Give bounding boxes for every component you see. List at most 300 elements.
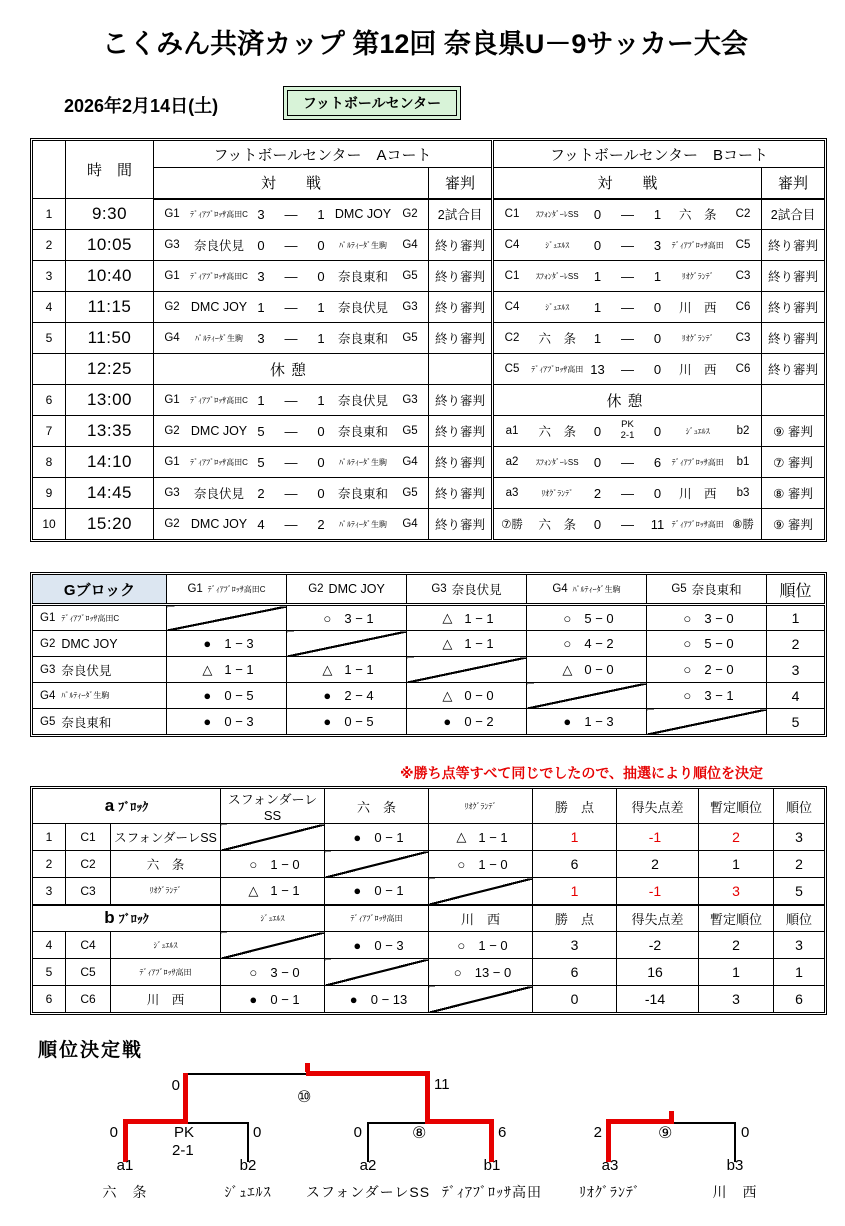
home-score: 0 — [593, 454, 602, 470]
score-separator: — — [284, 392, 298, 408]
home-score: 2 — [257, 485, 265, 501]
team-code: C6 — [66, 986, 111, 1013]
row-number: 5 — [33, 323, 66, 354]
team-name: 川 西 — [111, 986, 221, 1013]
g-result-cell: ● 0 − 5 — [287, 709, 407, 735]
away-code: G5 — [402, 425, 418, 437]
home-score: 2 — [593, 485, 602, 501]
result-cell — [221, 824, 325, 851]
row-number: 7 — [33, 416, 66, 447]
home-code: a1 — [505, 425, 519, 437]
slot-team: ﾃﾞｨｱﾌﾞﾛｯｻ高田 — [442, 1184, 542, 1200]
team-name: ｼﾞｭｴﾙｽ — [111, 932, 221, 959]
match-cell-b — [493, 261, 762, 292]
team-code: C3 — [66, 878, 111, 905]
score-separator: — — [284, 237, 298, 253]
g-block-row — [33, 631, 825, 657]
home-code: a2 — [505, 456, 519, 468]
venue-label: フットボールセンター — [302, 95, 442, 111]
goal-diff: 16 — [617, 959, 699, 986]
semi-mid-home-score: 0 — [353, 1124, 362, 1141]
row-number — [33, 354, 66, 385]
away-code: b2 — [736, 425, 750, 437]
g-result-cell: ● 0 − 3 — [167, 709, 287, 735]
g-result-cell: △ 1 − 1 — [407, 631, 527, 657]
match-cell-a — [154, 509, 429, 540]
points: 1 — [533, 824, 617, 851]
away-code: b1 — [736, 456, 750, 468]
row-number: 1 — [33, 824, 66, 851]
match-cell-a — [154, 416, 429, 447]
result-cell — [325, 851, 429, 878]
referee-cell-b: ⑧ 審判 — [762, 478, 825, 509]
rank-header: 順位 — [774, 789, 825, 824]
playoff-title: 順位決定戦 — [38, 1040, 144, 1061]
away-team: ﾊﾟﾙﾃｨｰﾀﾞ生駒 — [339, 457, 387, 467]
rank-header: 順位 — [774, 905, 825, 932]
home-score: 4 — [257, 516, 265, 532]
referee-cell-a — [429, 354, 493, 385]
referee-cell-a: 終り審判 — [429, 261, 493, 292]
referee-cell-b: ⑨ 審判 — [762, 416, 825, 447]
away-score: 0 — [653, 299, 662, 315]
a-block-header — [33, 789, 825, 824]
away-score: 1 — [653, 206, 662, 222]
result-cell — [325, 959, 429, 986]
match-cell-a — [154, 385, 429, 416]
match-cell-a — [154, 292, 429, 323]
g-result-cell: △ 1 − 1 — [287, 657, 407, 683]
g-result-cell: △ 1 − 1 — [167, 657, 287, 683]
score-separator: — — [621, 454, 634, 470]
referee-cell-b: ⑦ 審判 — [762, 447, 825, 478]
result-cell: ○ 3 − 0 — [221, 959, 325, 986]
away-code: G4 — [402, 239, 418, 251]
final-left-score: 0 — [171, 1077, 180, 1094]
g-result-cell: △ 0 − 0 — [527, 657, 647, 683]
away-score: 0 — [653, 361, 662, 377]
home-score: 13 — [590, 361, 605, 377]
referee-cell-b — [762, 385, 825, 416]
g-result-cell: ● 0 − 2 — [407, 709, 527, 735]
match-cell-a — [154, 261, 429, 292]
g-row-team: G3 奈良伏見 — [33, 657, 167, 683]
kickoff-time: 10:40 — [66, 261, 154, 292]
goal-diff-header: 得失点差 — [617, 905, 699, 932]
row-number: 3 — [33, 878, 66, 905]
score-separator: — — [621, 268, 634, 284]
home-code: G2 — [164, 425, 180, 437]
away-code: G3 — [402, 301, 418, 313]
provisional-rank: 2 — [699, 932, 774, 959]
result-cell — [429, 878, 533, 905]
time-header: 時 間 — [66, 141, 154, 199]
home-score: 1 — [257, 299, 265, 315]
kickoff-time: 11:15 — [66, 292, 154, 323]
home-score: 0 — [593, 206, 602, 222]
row-number: 6 — [33, 986, 66, 1013]
goal-diff: -1 — [617, 824, 699, 851]
goal-diff: -14 — [617, 986, 699, 1013]
final-rank: 3 — [774, 824, 825, 851]
home-score: 1 — [593, 268, 602, 284]
away-score: 2 — [317, 516, 325, 532]
away-score: 0 — [317, 454, 325, 470]
team-code: C5 — [66, 959, 111, 986]
g-col-header: G4 ﾊﾟﾙﾃｨｰﾀﾞ生駒 — [527, 575, 647, 605]
schedule-row — [33, 416, 825, 447]
goal-diff: 2 — [617, 851, 699, 878]
court-a-header: フットボールセンター Aコート — [154, 141, 493, 168]
b-block-label: b ﾌﾞﾛｯｸ — [33, 905, 221, 932]
home-team: ｼﾞｭｴﾙｽ — [545, 302, 570, 312]
match-cell-b — [493, 416, 762, 447]
slot-team: 六 条 — [102, 1184, 148, 1200]
away-code: G5 — [402, 487, 418, 499]
away-team: ﾃﾞｨｱﾌﾞﾛｯｻ高田 — [671, 457, 724, 467]
referee-cell-b: 終り審判 — [762, 323, 825, 354]
referee-cell-b: 2試合目 — [762, 199, 825, 230]
g-rank-header: 順位 — [767, 575, 825, 605]
away-code: C6 — [735, 363, 751, 375]
home-team: 六 条 — [538, 332, 576, 346]
row-number: 4 — [33, 932, 66, 959]
schedule-row — [33, 230, 825, 261]
semi-left-home-score: 0 — [109, 1124, 118, 1141]
g-rank: 2 — [767, 631, 825, 657]
home-score: 0 — [593, 237, 602, 253]
team-name: ﾘｵｸﾞﾗﾝﾃﾞ — [111, 878, 221, 905]
referee-cell-a: 終り審判 — [429, 323, 493, 354]
bracket-winner-line — [606, 1119, 611, 1162]
g-result-cell: ● 1 − 3 — [167, 631, 287, 657]
b-col-header: 川 西 — [429, 905, 533, 932]
kickoff-time: 12:25 — [66, 354, 154, 385]
home-team: ﾘｵｸﾞﾗﾝﾃﾞ — [541, 488, 574, 498]
score-separator: — — [284, 454, 298, 470]
row-number: 6 — [33, 385, 66, 416]
home-score: 3 — [257, 206, 265, 222]
away-score: 1 — [317, 299, 325, 315]
provisional-rank: 1 — [699, 959, 774, 986]
kickoff-time: 13:00 — [66, 385, 154, 416]
right-match-number: ⑨ — [658, 1125, 673, 1142]
score-separator: — — [621, 361, 634, 377]
final-right-score: 11 — [434, 1076, 450, 1093]
away-code: C3 — [735, 270, 751, 282]
home-team: DMC JOY — [190, 517, 248, 531]
home-team: ﾃﾞｨｱﾌﾞﾛｯｻ高田C — [190, 209, 248, 219]
score-separator: — — [621, 516, 634, 532]
g-block-label: Gブロック — [33, 575, 167, 605]
away-code: G2 — [402, 208, 418, 221]
away-team: 奈良東和 — [337, 332, 388, 346]
kickoff-time: 13:35 — [66, 416, 154, 447]
referee-cell-a: 終り審判 — [429, 230, 493, 261]
home-score: 0 — [593, 516, 602, 532]
g-row-team: G5 奈良東和 — [33, 709, 167, 735]
g-rank: 5 — [767, 709, 825, 735]
home-team: ﾃﾞｨｱﾌﾞﾛｯｻ高田 — [531, 364, 584, 374]
break-label: 休憩 — [606, 392, 649, 410]
bracket-winner-line — [183, 1073, 188, 1124]
score-separator: — — [621, 206, 634, 222]
home-team: 奈良伏見 — [193, 487, 244, 501]
points-header: 勝 点 — [533, 905, 617, 932]
slot-code: b1 — [483, 1157, 501, 1174]
home-code: C2 — [504, 332, 520, 344]
g-col-header: G5 奈良東和 — [647, 575, 767, 605]
g-result-cell: ● 0 − 5 — [167, 683, 287, 709]
b-col-header: ﾃﾞｨｱﾌﾞﾛｯｻ高田 — [325, 905, 429, 932]
slot-team: 川 西 — [712, 1184, 758, 1200]
b-col-header: ｼﾞｭｴﾙｽ — [221, 905, 325, 932]
provisional-rank: 1 — [699, 851, 774, 878]
home-team: DMC JOY — [190, 300, 248, 314]
row-number: 9 — [33, 478, 66, 509]
row-number: 4 — [33, 292, 66, 323]
ab-block-table — [32, 788, 825, 1013]
score-separator: — — [284, 206, 298, 222]
row-number: 8 — [33, 447, 66, 478]
home-code: G1 — [164, 394, 180, 406]
g-rank: 3 — [767, 657, 825, 683]
score-separator: — — [284, 330, 298, 346]
final-rank: 1 — [774, 959, 825, 986]
a-block-row — [33, 878, 825, 905]
corner-cell — [33, 141, 66, 199]
a-col-header: スフォンダーレSS — [221, 789, 325, 824]
team-name: 六 条 — [111, 851, 221, 878]
away-score: 0 — [317, 268, 325, 284]
slot-team: スフォンダーレSS — [305, 1184, 431, 1200]
g-block-row — [33, 605, 825, 631]
away-code: G4 — [402, 518, 418, 530]
bracket-winner-line — [425, 1119, 494, 1124]
points: 3 — [533, 932, 617, 959]
away-score: 0 — [317, 485, 325, 501]
match-cell-b — [493, 354, 762, 385]
g-block-row — [33, 709, 825, 735]
result-cell — [221, 932, 325, 959]
score-separator: — — [284, 423, 298, 439]
g-result-cell: ○ 3 − 1 — [287, 605, 407, 631]
result-cell: ● 0 − 1 — [221, 986, 325, 1013]
match-cell-a — [154, 199, 429, 230]
slot-code: a1 — [116, 1157, 134, 1174]
g-col-header: G1 ﾃﾞｨｱﾌﾞﾛｯｻ高田C — [167, 575, 287, 605]
match-cell-b — [493, 230, 762, 261]
team-code: C4 — [66, 932, 111, 959]
g-result-cell: ○ 3 − 1 — [647, 683, 767, 709]
away-code: G5 — [402, 332, 418, 344]
score-separator: PK 2-1 — [620, 419, 635, 441]
referee-cell-a: 終り審判 — [429, 447, 493, 478]
home-code: C1 — [504, 208, 520, 221]
provisional-rank-header: 暫定順位 — [699, 789, 774, 824]
g-result-cell: ○ 3 − 0 — [647, 605, 767, 631]
match-cell-a — [154, 447, 429, 478]
court-b-header: フットボールセンター Bコート — [493, 141, 825, 168]
g-result-cell: ○ 4 − 2 — [527, 631, 647, 657]
match-cell-a — [154, 478, 429, 509]
final-rank: 3 — [774, 932, 825, 959]
slot-team: ｼﾞｭｴﾙｽ — [224, 1184, 272, 1200]
score-separator: — — [621, 330, 634, 346]
event-date: 2026年2月14日(土) — [64, 96, 219, 116]
slot-code: b3 — [726, 1157, 744, 1174]
home-team: 六 条 — [538, 518, 576, 532]
g-result-cell: △ 1 − 1 — [407, 605, 527, 631]
away-team: ﾘｵｸﾞﾗﾝﾃﾞ — [681, 271, 714, 281]
result-cell: ● 0 − 1 — [325, 824, 429, 851]
g-result-cell — [407, 657, 527, 683]
referee-cell-a: 終り審判 — [429, 385, 493, 416]
bracket-winner-line — [305, 1063, 310, 1072]
kickoff-time: 14:10 — [66, 447, 154, 478]
referee-cell-b: 終り審判 — [762, 292, 825, 323]
a-block-row — [33, 851, 825, 878]
away-team: ｼﾞｭｴﾙｽ — [685, 426, 710, 436]
bracket-winner-line — [123, 1119, 128, 1162]
result-cell: ● 0 − 1 — [325, 878, 429, 905]
away-score: 0 — [653, 423, 662, 439]
home-team: ｽﾌｫﾝﾀﾞｰﾚSS — [535, 209, 579, 219]
home-score: 0 — [593, 423, 602, 439]
referee-cell-b: 終り審判 — [762, 354, 825, 385]
home-code: G3 — [164, 239, 180, 251]
b-block-row — [33, 959, 825, 986]
schedule-row — [33, 261, 825, 292]
away-code: C3 — [735, 332, 751, 344]
result-cell — [429, 986, 533, 1013]
referee-cell-a: 終り審判 — [429, 292, 493, 323]
a-col-header: 六 条 — [325, 789, 429, 824]
bracket-winner-line — [425, 1071, 430, 1124]
semi-left-pk-score: 2-1 — [172, 1142, 194, 1159]
away-score: 0 — [653, 485, 662, 501]
away-score: 0 — [317, 237, 325, 253]
referee-cell-b: ⑨ 審判 — [762, 509, 825, 540]
home-team: ｽﾌｫﾝﾀﾞｰﾚSS — [535, 271, 579, 281]
g-result-cell: △ 0 − 0 — [407, 683, 527, 709]
away-score: 6 — [653, 454, 662, 470]
result-cell: ○ 1 − 0 — [429, 932, 533, 959]
goal-diff: -1 — [617, 878, 699, 905]
away-team: 川 西 — [678, 363, 717, 377]
g-col-header: G3 奈良伏見 — [407, 575, 527, 605]
slot-code: a2 — [359, 1157, 377, 1174]
g-col-header: G2 DMC JOY — [287, 575, 407, 605]
row-number: 1 — [33, 199, 66, 230]
home-code: C4 — [504, 239, 520, 251]
g-result-cell — [167, 605, 287, 631]
g-rank: 4 — [767, 683, 825, 709]
referee-cell-a: 2試合目 — [429, 199, 493, 230]
a-block-row — [33, 824, 825, 851]
away-score: 1 — [653, 268, 662, 284]
away-score: 0 — [317, 423, 325, 439]
score-separator: — — [284, 485, 298, 501]
away-team: ﾊﾟﾙﾃｨｰﾀﾞ生駒 — [339, 519, 387, 529]
b-block-row — [33, 932, 825, 959]
referee-cell-b: 終り審判 — [762, 261, 825, 292]
away-code: G4 — [402, 456, 418, 468]
referee-cell-a: 終り審判 — [429, 509, 493, 540]
bracket-line — [672, 1122, 736, 1124]
away-code: G5 — [402, 270, 418, 282]
semi-left-away-score: 0 — [253, 1124, 262, 1141]
row-number: 3 — [33, 261, 66, 292]
home-code: G1 — [164, 270, 180, 282]
away-code: C5 — [735, 239, 751, 251]
away-score: 1 — [317, 330, 325, 346]
bracket-line — [186, 1122, 248, 1124]
row-number: 10 — [33, 509, 66, 540]
g-result-cell — [287, 631, 407, 657]
right-match-home-score: 2 — [593, 1124, 602, 1141]
final-rank: 2 — [774, 851, 825, 878]
match-cell-b — [493, 199, 762, 230]
team-code: C1 — [66, 824, 111, 851]
referee-cell-b: 終り審判 — [762, 230, 825, 261]
home-code: G1 — [164, 208, 180, 221]
home-team: ﾃﾞｨｱﾌﾞﾛｯｻ高田C — [190, 395, 248, 405]
g-row-team: G2 DMC JOY — [33, 631, 167, 657]
result-cell: ● 0 − 13 — [325, 986, 429, 1013]
provisional-rank-header: 暫定順位 — [699, 905, 774, 932]
g-result-cell — [647, 709, 767, 735]
home-code: G4 — [164, 332, 180, 344]
schedule-row — [33, 323, 825, 354]
provisional-rank: 3 — [699, 986, 774, 1013]
venue-badge — [283, 86, 461, 120]
away-team: 奈良東和 — [337, 270, 388, 284]
schedule-row — [33, 199, 825, 230]
g-block-row — [33, 657, 825, 683]
slot-code: a3 — [601, 1157, 619, 1174]
kickoff-time: 10:05 — [66, 230, 154, 261]
bracket-line — [367, 1122, 369, 1162]
schedule-row — [33, 354, 825, 385]
score-separator: — — [621, 237, 634, 253]
final-match-number: ⑩ — [297, 1089, 312, 1106]
score-separator: — — [284, 299, 298, 315]
home-team: 六 条 — [538, 425, 576, 439]
slot-code: b2 — [239, 1157, 257, 1174]
a-col-header: ﾘｵｸﾞﾗﾝﾃﾞ — [429, 789, 533, 824]
home-team: 奈良伏見 — [193, 239, 244, 253]
semi-left-pk-label: PK — [174, 1124, 195, 1141]
home-code: G3 — [164, 487, 180, 499]
match-cell-b — [493, 478, 762, 509]
home-score: 5 — [257, 423, 265, 439]
g-result-cell: ○ 2 − 0 — [647, 657, 767, 683]
match-header-b: 対 戦 — [493, 168, 762, 199]
kickoff-time: 14:45 — [66, 478, 154, 509]
referee-header-a: 審判 — [429, 168, 493, 199]
away-team: DMC JOY — [334, 207, 392, 222]
home-score: 1 — [593, 330, 602, 346]
score-separator: — — [621, 485, 634, 501]
home-code: G1 — [164, 456, 180, 468]
referee-cell-a: 終り審判 — [429, 416, 493, 447]
result-cell: △ 1 − 1 — [429, 824, 533, 851]
bracket-line — [185, 1073, 308, 1075]
score-separator: — — [284, 516, 298, 532]
g-row-team: G4 ﾊﾟﾙﾃｨｰﾀﾞ生駒 — [33, 683, 167, 709]
match-cell-b — [493, 447, 762, 478]
